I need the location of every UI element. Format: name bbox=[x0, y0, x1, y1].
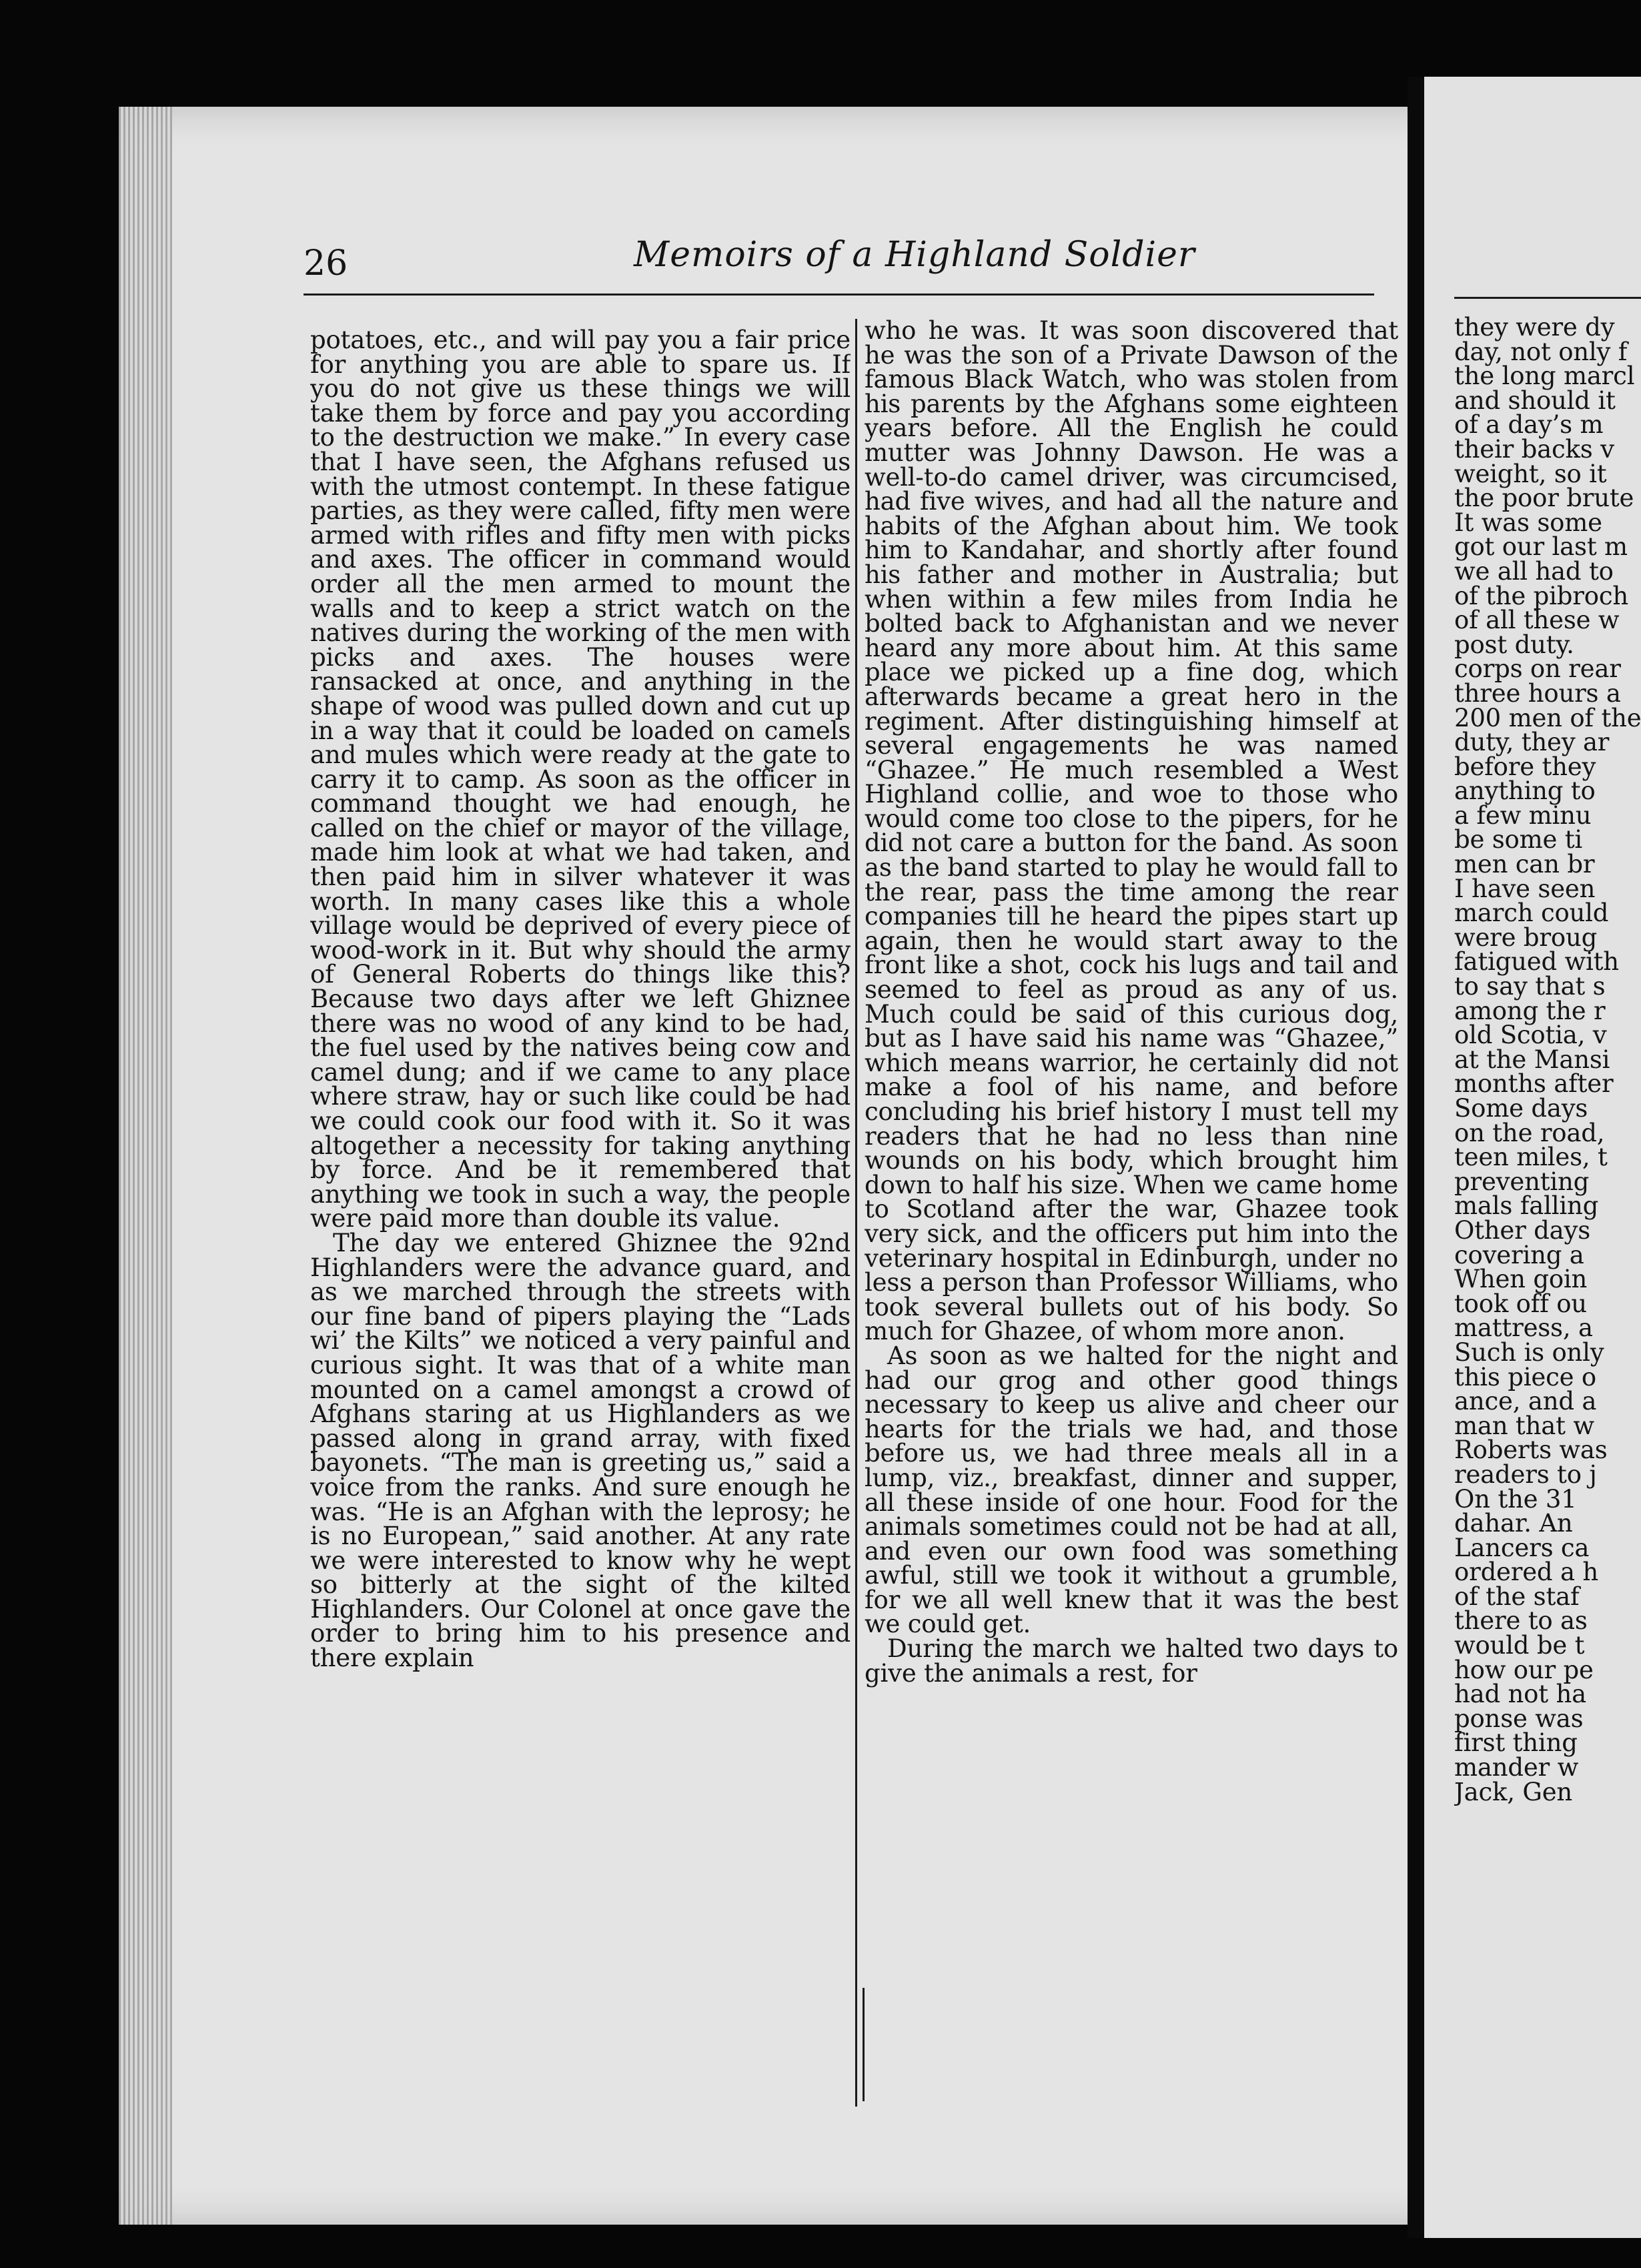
facing-line: mattress, a bbox=[1454, 1313, 1593, 1343]
facing-line: their backs v bbox=[1454, 434, 1614, 464]
facing-line: Some days bbox=[1454, 1094, 1588, 1123]
facing-line: preventing bbox=[1454, 1167, 1590, 1196]
facing-line: a few minu bbox=[1454, 800, 1592, 830]
facing-line: teen miles, t bbox=[1454, 1143, 1608, 1172]
facing-header-rule bbox=[1454, 297, 1641, 299]
facing-line: to say that s bbox=[1454, 972, 1606, 1001]
left-column bbox=[310, 328, 851, 2099]
facing-line: they were dy bbox=[1454, 316, 1615, 342]
facing-line: dahar. An bbox=[1454, 1509, 1573, 1538]
facing-line: of a day’s m bbox=[1454, 410, 1604, 440]
facing-line: we all had to bbox=[1454, 556, 1614, 586]
facing-line: be some ti bbox=[1454, 825, 1583, 855]
facing-line: ance, and a bbox=[1454, 1387, 1597, 1416]
facing-line: and should it bbox=[1454, 386, 1616, 415]
facing-line: 200 men of the bbox=[1454, 703, 1641, 732]
facing-line: corps on rear bbox=[1454, 654, 1621, 684]
page-number: 26 bbox=[304, 243, 348, 284]
facing-line: before they bbox=[1454, 752, 1596, 781]
facing-line: When goin bbox=[1454, 1265, 1588, 1294]
facing-line: mals falling bbox=[1454, 1191, 1599, 1221]
running-title: Memoirs of a Highland Soldier bbox=[634, 235, 1195, 275]
facing-line: anything to bbox=[1454, 776, 1596, 806]
facing-line: Jack, Gen bbox=[1454, 1777, 1573, 1806]
facing-line: this piece o bbox=[1454, 1362, 1596, 1391]
paragraph: As soon as we halted for the night and had our grog and other good things necessary to keep us alive and cheer our hearts for the trials we had, and those before us, we had three meals all in a lump, viz., breakfast, dinner and supper, all these inside of one hour. Food for the animals sometimes could not be had at all, and even our own food was something awful, still we took it without a grumble, for we all well knew that it was the best we could get. bbox=[865, 1341, 1398, 1639]
facing-line: covering a bbox=[1454, 1240, 1584, 1269]
facing-line: would be t bbox=[1454, 1631, 1585, 1660]
facing-line: Roberts was bbox=[1454, 1436, 1608, 1465]
facing-line: Lancers ca bbox=[1454, 1533, 1590, 1562]
facing-line: had not ha bbox=[1454, 1680, 1586, 1709]
facing-line: of all these w bbox=[1454, 606, 1620, 635]
facing-line: old Scotia, v bbox=[1454, 1021, 1607, 1050]
facing-line: first thing bbox=[1454, 1728, 1578, 1758]
facing-line: three hours a bbox=[1454, 678, 1621, 708]
page-edge bbox=[119, 107, 172, 2225]
facing-line: on the road, bbox=[1454, 1118, 1605, 1147]
paragraph: During the march we halted two days to give the animals a rest, for bbox=[865, 1634, 1398, 1688]
facing-line: the poor brute bbox=[1454, 484, 1634, 513]
facing-line: Such is only bbox=[1454, 1337, 1604, 1367]
header-rule bbox=[304, 294, 1374, 296]
facing-line: Other days bbox=[1454, 1215, 1591, 1245]
facing-line: were broug bbox=[1454, 923, 1598, 952]
facing-line: ponse was bbox=[1454, 1704, 1584, 1733]
facing-line: got our last m bbox=[1454, 532, 1628, 562]
facing-line: how our pe bbox=[1454, 1655, 1594, 1684]
facing-line: of the pibroch bbox=[1454, 581, 1629, 610]
facing-line: the long marcl bbox=[1454, 362, 1635, 391]
facing-line: took off ou bbox=[1454, 1289, 1587, 1318]
facing-line: ordered a h bbox=[1454, 1558, 1599, 1587]
facing-line: at the Mansi bbox=[1454, 1045, 1610, 1074]
facing-line: weight, so it bbox=[1454, 459, 1607, 488]
facing-page-column bbox=[1454, 316, 1641, 2238]
facing-line: On the 31 bbox=[1454, 1484, 1577, 1514]
facing-line: post duty. bbox=[1454, 630, 1574, 659]
facing-line: men can br bbox=[1454, 850, 1595, 879]
paragraph: The day we entered Ghiznee the 92nd Highlanders were the advance guard, and as we marched through the streets with our fine band of pipers playing the “Lads wi’ the Kilts” we noticed a very painful and curious sight. It was that of a white man mounted on a camel amongst a crowd of Afghans staring at us Highlanders as we passed along in grand array, with fixed bayonets. “The man is greeting us,” said a voice from the ranks. And sure enough he was. “He is an Afghan with the leprosy; he is no European,” said another. At any rate we were interested to know why he wept so bitterly at the sight of the kilted Highlanders. Our Colonel at once gave the order to bring him to his presence and there explain bbox=[310, 1228, 851, 1673]
facing-page bbox=[1424, 77, 1641, 2238]
facing-line: months after bbox=[1454, 1069, 1614, 1099]
facing-line: day, not only f bbox=[1454, 337, 1628, 366]
facing-line: I have seen bbox=[1454, 874, 1596, 903]
facing-line: It was some bbox=[1454, 508, 1602, 537]
facing-line: duty, they ar bbox=[1454, 728, 1610, 757]
column-divider bbox=[855, 319, 857, 2107]
paragraph: potatoes, etc., and will pay you a fair price for anything you are able to spare us. If you do not give us these things we will take them by force and pay you according to the destruction we make.” In every case that I have seen, the Afghans refused us with the utmost contempt. In these fatigue parties, as they were called, fifty men were armed with rifles and fifty men with picks and axes. The officer in command would order all the men armed to mount the walls and to keep a strict watch on the natives during the working of the men with picks and axes. The houses were ransacked at once, and anything in the shape of wood was pulled down and cut up in a way that it could be loaded on camels and mules which were ready at the gate to carry it to camp. As soon as the officer in command thought we had enough, he called on the chief or mayor of the village, made him look at what we had taken, and then paid him in silver whatever it was worth. In many cases like this a whole village would be deprived of every piece of wood-work in it. But why should the army of General Roberts do things like this? Because two days after we left Ghiznee there was no wood of any kind to be had, the fuel used by the natives being cow and camel dung; and if we came to any place where straw, hay or such like could be had we could cook our food with it. So it was altogether a necessity for taking anything by force. And be it remembered that anything we took in such a way, the people were paid more than double its value. bbox=[310, 328, 851, 1233]
facing-line: among the r bbox=[1454, 996, 1606, 1025]
middle-column bbox=[865, 319, 1398, 2107]
facing-line: mander w bbox=[1454, 1753, 1579, 1782]
facing-line: fatigued with bbox=[1454, 947, 1619, 977]
paragraph: who he was. It was soon discovered that he was the son of a Private Dawson of the famous Black Watch, who was stolen from his parents by the Afghans some eighteen years before. All the English he could mutter was Johnny Dawson. He was a well-to-do camel driver, was circumcised, had five wives, and had all the nature and habits of the Afghan about him. We took him to Kandahar, and shortly after found his father and mother in Australia; but when within a few miles from India he bolted back to Afghanistan and we never heard any more about him. At this same place we picked up a fine dog, which afterwards became a great hero in the regiment. After distinguishing himself at several engagements he was named “Ghazee.” He much resembled a West Highland collie, and woe to those who would come too close to the pipers, for he did not care a button for the band. As soon as the band started to play he would fall to the rear, pass the time among the rear companies till he heard the pipes start up again, then he would start away to the front like a shot, cock his lugs and tail and seemed to feel as proud as any of us. Much could be said of this curious dog, but as I have said his name was “Ghazee,” which means warrior, he certainly did not make a fool of his name, and before concluding his brief history I must tell my readers that he had no less than nine wounds on his body, which brought him down to half his size. When we came home to Scotland after the war, Ghazee took very sick, and the officers put him into the veterinary hospital in Edinburgh, under no less a person than Professor Williams, who took several bullets out of his body. So much for Ghazee, of whom more anon. bbox=[865, 319, 1398, 1346]
facing-line: man that w bbox=[1454, 1411, 1594, 1440]
facing-line: there to as bbox=[1454, 1606, 1588, 1636]
facing-line: march could bbox=[1454, 899, 1609, 928]
facing-line: readers to j bbox=[1454, 1460, 1597, 1489]
facing-line: of the staf bbox=[1454, 1582, 1580, 1611]
